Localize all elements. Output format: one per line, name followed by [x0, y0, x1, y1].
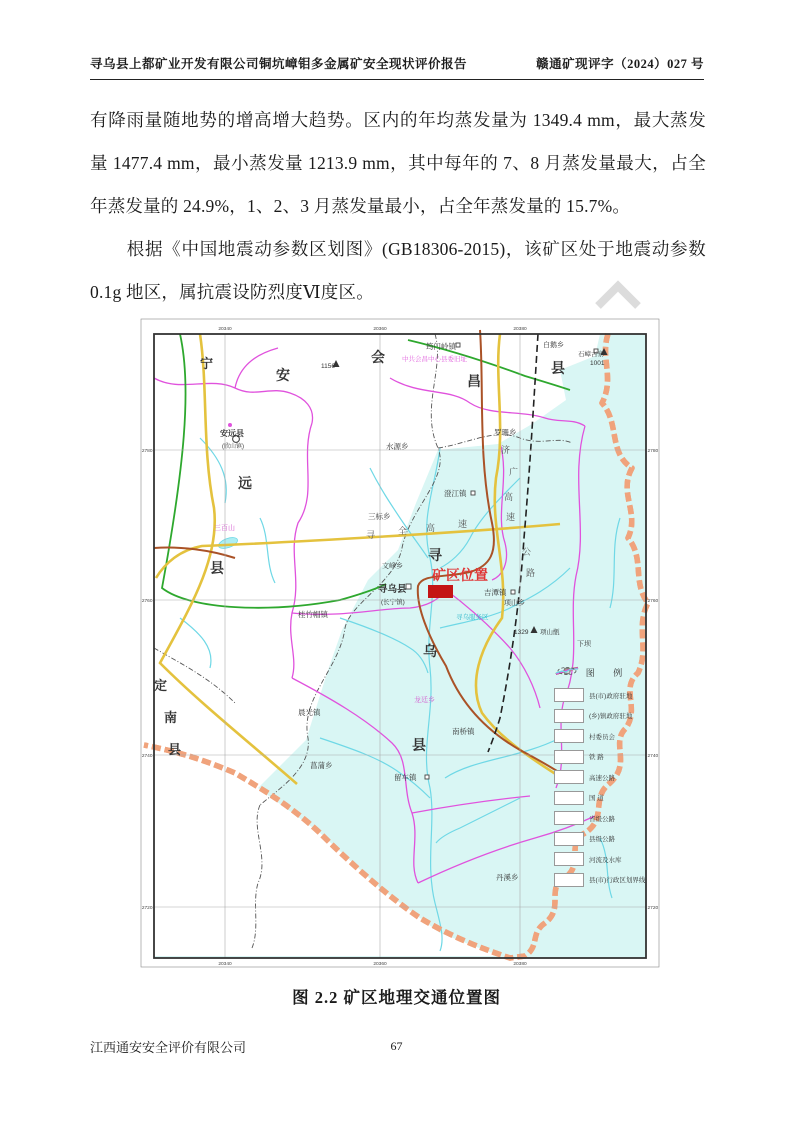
peak-name: 石嶂古寨	[578, 351, 604, 358]
county-name-char: 乌	[423, 643, 437, 659]
legend-item-county-road: 县级公路	[554, 829, 654, 850]
grid-x-label: 20380	[513, 962, 527, 967]
town-label: 下坝	[577, 641, 591, 648]
header-doc-number: 赣通矿现评字（2024）027 号	[536, 57, 704, 71]
county-name-char: 县	[168, 742, 182, 757]
county-name-char: 远	[238, 475, 252, 491]
town-label: 丹溪乡	[496, 873, 519, 882]
town-label: (长宁镇)	[381, 599, 405, 606]
town-label: 白鹅乡	[543, 342, 564, 349]
county-name-char: 定	[154, 678, 168, 693]
grid-y-label: 2780	[141, 449, 153, 454]
peak-elevation: 1329	[514, 629, 529, 636]
map-legend	[554, 666, 654, 890]
town-label: 文峰乡	[382, 563, 403, 570]
grid-y-label: 2720	[647, 906, 659, 911]
grid-x-label: 20380	[513, 327, 527, 332]
legend-item-admin-boundary: 县(市)行政区划界线	[554, 870, 654, 891]
mine-location-label: 矿区位置	[432, 567, 488, 583]
town-label: 吉潭镇	[484, 588, 507, 597]
town-label: 菖蒲乡	[310, 761, 333, 770]
paragraph-evaporation: 有降雨量随地势的增高增大趋势。区内的年均蒸发量为 1349.4 mm，最大蒸发量 1477.4 mm，最小蒸发量 1213.9 mm，其中每年的 7、8 月蒸发量最大，占全年蒸发量的 24.9%，1、2、3 月蒸发量最小，占全年蒸发量的 15.7%。	[90, 110, 706, 216]
historic-site-label: 中共会昌中心县委旧址	[402, 356, 467, 363]
paragraph-seismic: 根据《中国地震动参数区划图》(GB18306-2015)，该矿区处于地震动参数 0.1g 地区，属抗震设防烈度Ⅵ度区。	[90, 239, 706, 302]
grid-x-label: 20360	[373, 962, 387, 967]
legend-item-river: 河流及水库	[554, 849, 654, 870]
road-name-char: 广	[509, 467, 519, 477]
boundary-dashed-icon	[554, 873, 584, 887]
grid-x-label: 20340	[218, 962, 232, 967]
scroll-top-chevron-icon[interactable]	[592, 278, 644, 312]
grid-x-label: 20360	[373, 327, 387, 332]
county-name-char: 安	[276, 367, 290, 383]
legend-title: 图 例	[585, 668, 631, 678]
road-name-char: 高	[504, 492, 514, 502]
town-label: 罗珊乡	[494, 428, 517, 437]
grid-y-label: 2760	[141, 599, 153, 604]
town-label: 晨光镇	[298, 708, 321, 717]
square-marker-icon	[554, 709, 584, 723]
town-label: 留车镇	[394, 773, 417, 782]
footer-company: 江西通安安全评价有限公司	[90, 1040, 247, 1055]
county-seat-label: 安远县	[220, 429, 244, 438]
county-seat-label: 寻乌县	[378, 584, 407, 595]
railway-line-icon	[554, 750, 584, 764]
grid-y-label: 2740	[141, 754, 153, 759]
road-name-char: 济	[501, 445, 511, 455]
legend-item-provincial-road: 省级公路	[554, 808, 654, 829]
peak-elevation: 1156	[321, 363, 335, 370]
header-report-title: 寻乌县上都矿业开发有限公司铜坑嶂钼多金属矿安全现状评价报告	[90, 57, 468, 71]
legend-item-expressway: 高速公路	[554, 767, 654, 788]
figure-caption: 图 2.2 矿区地理交通位置图	[292, 988, 501, 1007]
circle-marker-icon	[554, 688, 584, 702]
county-name-char: 会	[371, 349, 385, 365]
county-name-char: 宁	[200, 356, 214, 371]
town-label: 南桥镇	[452, 727, 475, 736]
grid-x-label: 20340	[218, 327, 232, 332]
town-label: 筠门岭镇	[426, 342, 456, 351]
legend-item-railway: 铁 路	[554, 747, 654, 768]
county-name-char: 南	[164, 710, 178, 725]
page-header	[90, 54, 704, 80]
legend-item-town-seat: (乡)镇政府驻地	[554, 706, 654, 727]
national-road-line-icon	[554, 791, 584, 805]
town-label: 水源乡	[386, 442, 409, 451]
town-label: 龙廷乡	[414, 697, 435, 704]
county-name-char: 县	[412, 737, 426, 753]
road-name-char: 全	[398, 526, 408, 536]
river-line-icon	[554, 852, 584, 866]
legend-item-county-seat: 县(市)政府驻地	[554, 685, 654, 706]
town-label: 桂竹帽镇	[298, 610, 328, 619]
service-area-label: 寻乌服务区	[456, 614, 489, 621]
county-name-char: 昌	[467, 373, 481, 389]
expressway-line-icon	[554, 770, 584, 784]
road-name-char: 高	[426, 523, 436, 533]
town-label: 三标乡	[368, 512, 391, 521]
town-label: 项山乡	[504, 600, 525, 607]
poi-dot-marker	[228, 423, 232, 427]
grid-y-label: 2760	[647, 599, 659, 604]
grid-y-label: 2720	[141, 906, 153, 911]
peak-elevation: 1001	[590, 360, 605, 367]
peak-name: 项山甑	[540, 629, 560, 636]
county-road-line-icon	[554, 832, 584, 846]
small-square-marker-icon	[554, 729, 584, 743]
town-label: (欣山镇)	[222, 444, 244, 450]
mine-location-map-figure	[140, 318, 660, 968]
road-name-char: 速	[506, 512, 516, 522]
road-name-char: 寻	[366, 530, 376, 540]
mountain-label: 三百山	[214, 525, 235, 532]
legend-item-village: 村委员会	[554, 726, 654, 747]
county-name-char: 县	[551, 360, 565, 376]
road-name-char: 路	[526, 568, 536, 578]
legend-item-national-road: 国 道	[554, 788, 654, 809]
footer-page-number: 67	[390, 1039, 403, 1053]
county-name-char: 县	[210, 560, 224, 576]
road-name-char: 速	[458, 519, 468, 529]
town-label: 澄江镇	[444, 489, 467, 498]
mine-location-marker	[428, 585, 453, 598]
provincial-road-line-icon	[554, 811, 584, 825]
county-name-char: 寻	[428, 547, 442, 563]
grid-y-label: 2780	[647, 449, 659, 454]
road-name-char: 公	[522, 547, 532, 557]
grid-y-label: 2740	[647, 754, 659, 759]
